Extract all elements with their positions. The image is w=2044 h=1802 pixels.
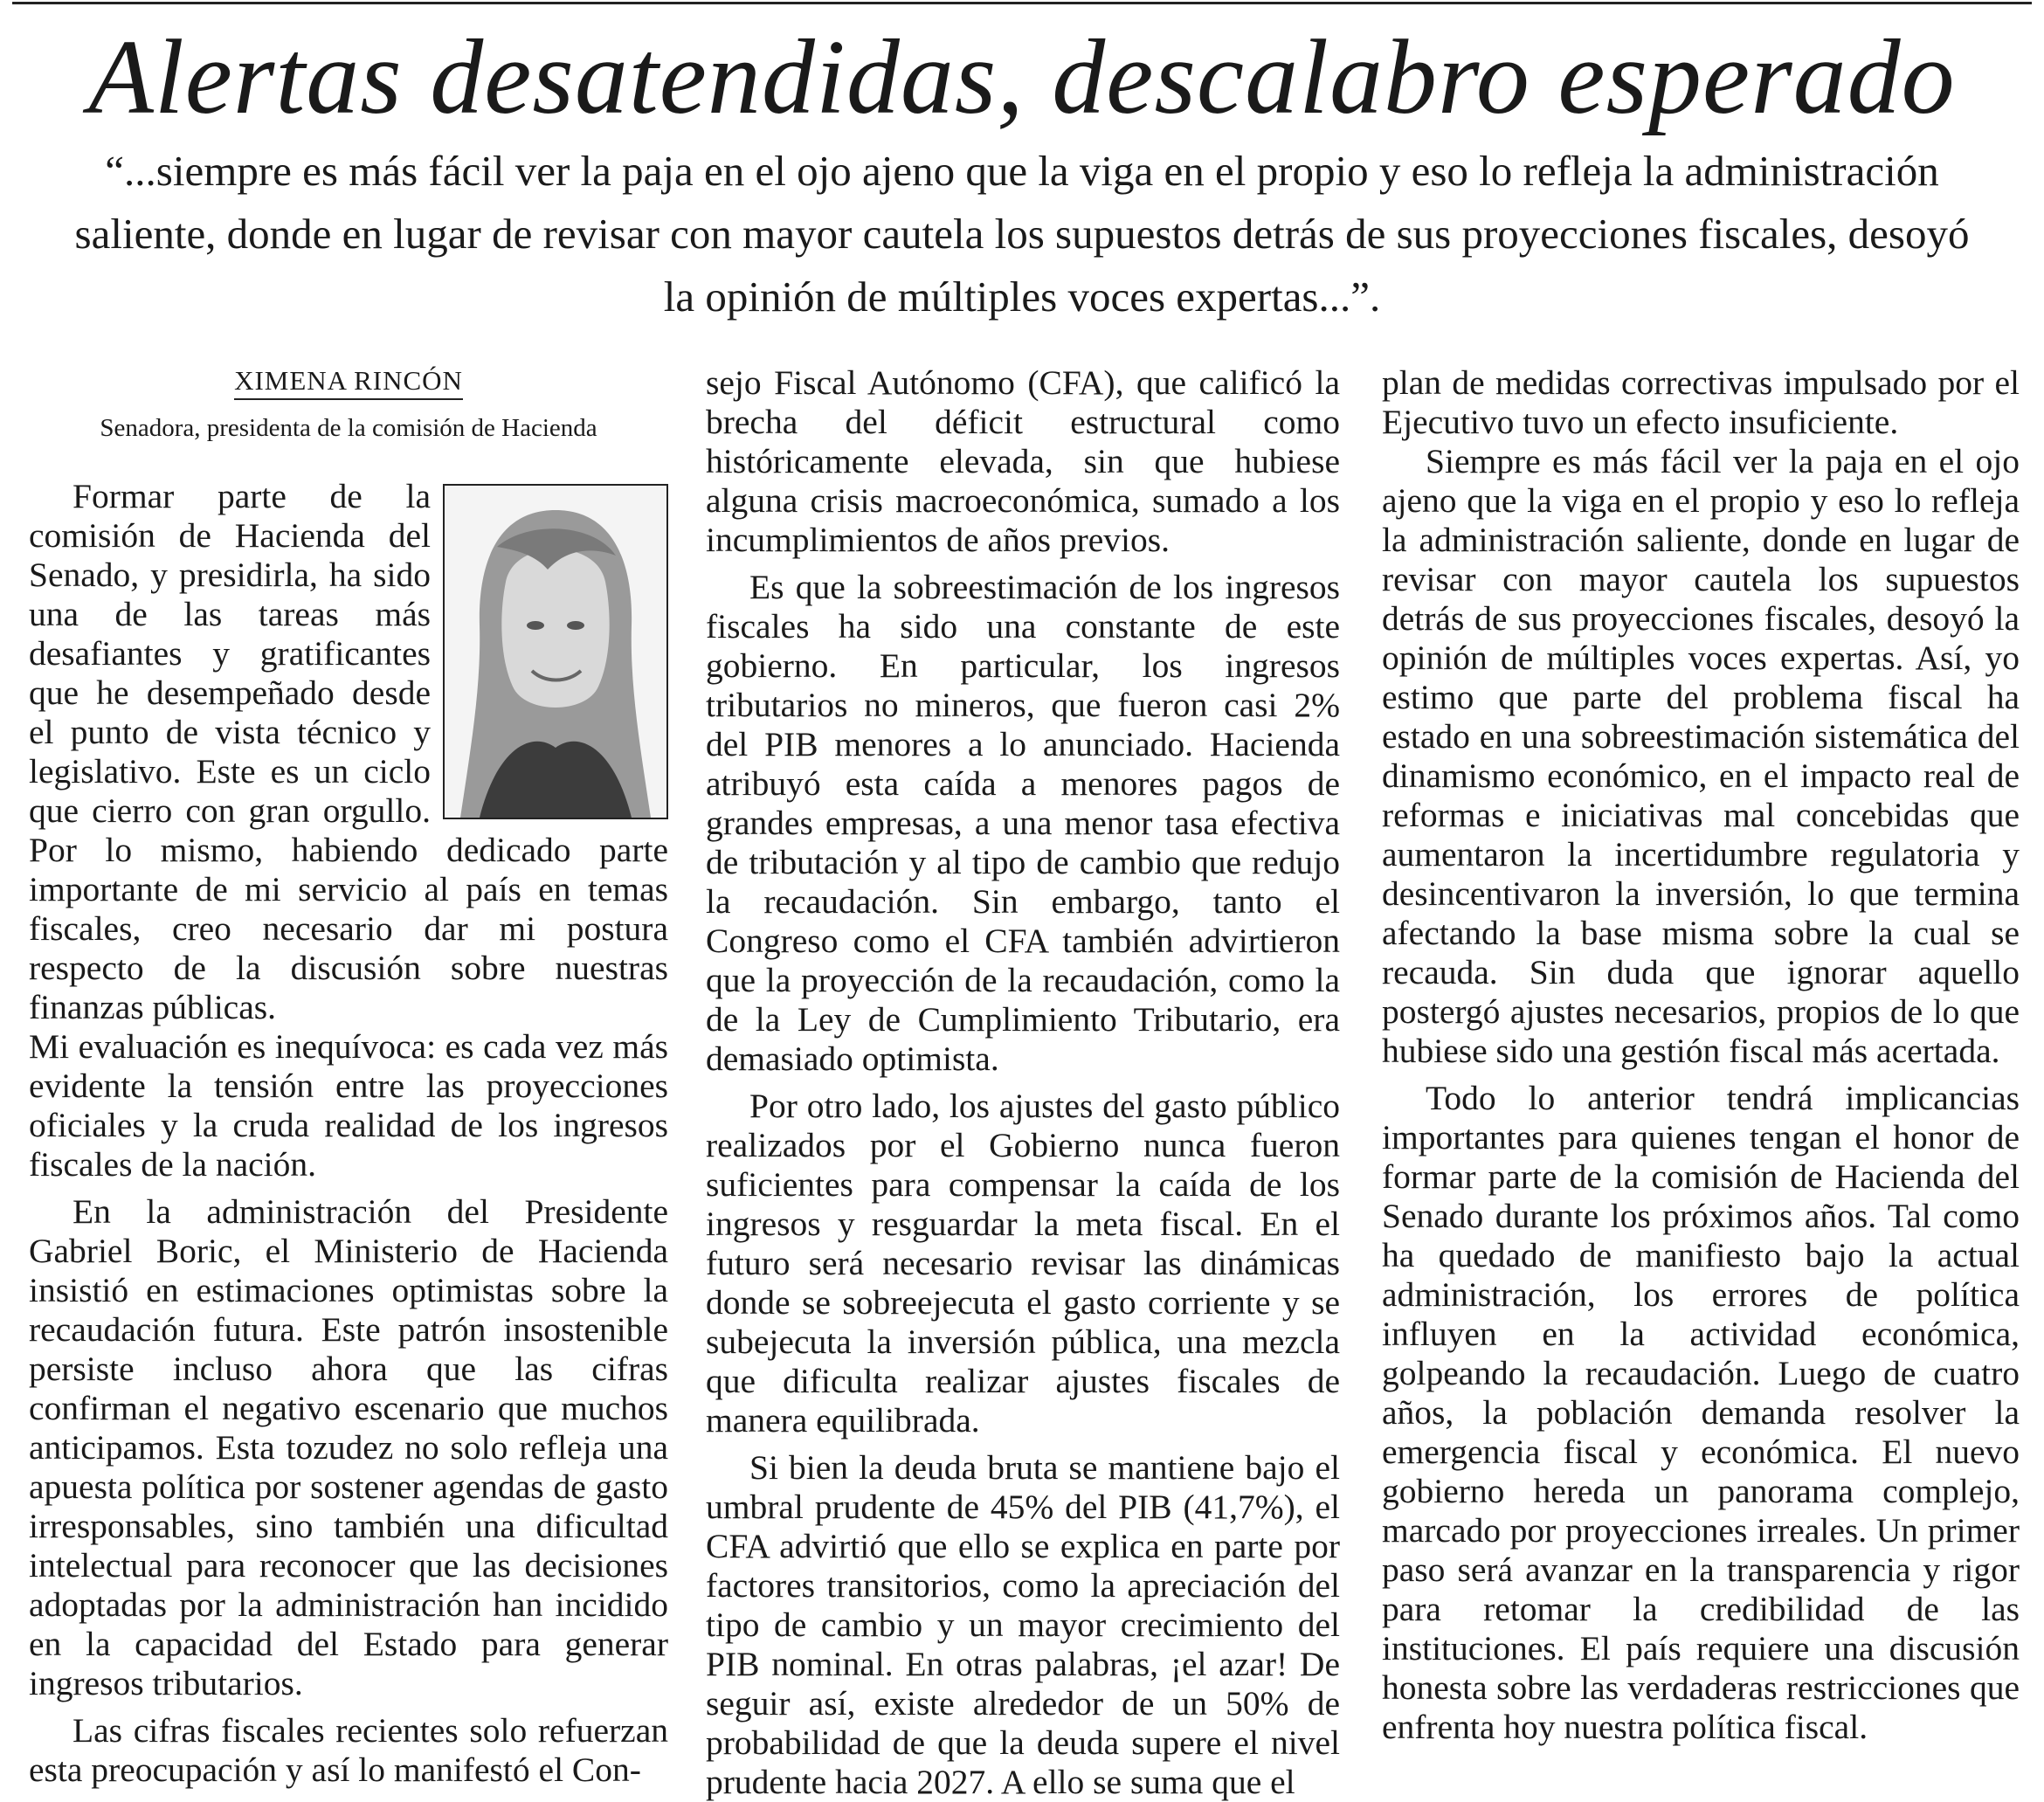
paragraph: En la administración del Presidente Gabriel Boric, el Ministerio de Hacienda insistió en estimaciones optimistas sobre la recaudación futura. Este patrón insostenible persiste incluso ahora que las cifras confirman el negativo escenario que muchos anticipamos. Esta tozudez no solo refleja una apuesta política por sostener agendas de gasto irresponsables, sino también una dificultad intelectual para reconocer que las decisiones adoptadas por la administración han incidido en la capacidad del Estado para generar ingresos tributarios. (29, 1192, 668, 1702)
paragraph: Siempre es más fácil ver la paja en el ojo ajeno que la viga en el propio y eso lo refleja la administración saliente, donde en lugar de revisar con mayor cautela los supuestos detrás de sus proyecciones fiscales, desoyó la opinión de múltiples voces expertas. Así, yo estimo que parte del problema fiscal ha estado en una sobreestimación sistemática del dinamismo económico, en el impacto real de reformas e iniciativas mal concebidas que aumentaron la incertidumbre regulatoria y desincentivaron la inversión, lo que termina afectando la base misma sobre la cual se recauda. Sin duda que ignorar aquello postergó ajustes necesarios, propios de lo que hubiese sido una gestión fiscal más acertada. (1382, 442, 2020, 1070)
headline: Alertas desatendidas, descalabro esperado (88, 18, 1956, 136)
paragraph: Si bien la deuda bruta se mantiene bajo el umbral prudente de 45% del PIB (41,7%), el CFA advirtió que ello se explica en parte por factores transitorios, como la apreciación del tipo de cambio y un mayor crecimiento del PIB nominal. En otras palabras, ¡el azar! De seguir así, existe alrededor de un 50% de probabilidad de que la deuda supere el nivel prudente hacia 2027. A ello se suma que el (706, 1448, 1340, 1801)
paragraph: sejo Fiscal Autónomo (CFA), que calificó la brecha del déficit estructural como históricamente elevada, sin que hubiese alguna crisis macroeconómica, sumado a los incumplimientos de años previos. (706, 363, 1340, 559)
paragraph: Por otro lado, los ajustes del gasto público realizados por el Gobierno nunca fueron suficientes para compensar la caída de los ingresos y resguardar la meta fiscal. En el futuro será necesario revisar las dinámicas donde se sobreejecuta el gasto corriente y se subejecuta la inversión pública, una mezcla que dificulta realizar ajustes fiscales de manera equilibrada. (706, 1087, 1340, 1440)
paragraph: plan de medidas correctivas impulsado por el Ejecutivo tuvo un efecto insuficiente. (1382, 363, 2020, 441)
paragraph: Todo lo anterior tendrá implicancias importantes para quienes tengan el honor de formar parte de la comisión de Hacienda del Senado durante los próximos años. Tal como ha quedado de manifiesto bajo la actual administración, los errores de política influyen en la actividad económica, golpeando la recaudación. Luego de cuatro años, la población demanda resolver la emergencia fiscal y económica. El nuevo gobierno hereda un panorama complejo, marcado por proyecciones irreales. Un primer paso será avanzar en la transparencia y rigor para retomar la credibilidad de las instituciones. El país requiere una discusión honesta sobre las verdaderas restricciones que enfrenta hoy nuestra política fiscal. (1382, 1079, 2020, 1746)
paragraph: Es que la sobreestimación de los ingresos fiscales ha sido una constante de este gobierno. En particular, los ingresos tributarios no mineros, que fueron casi 2% del PIB menores a lo anunciado. Hacienda atribuyó esta caída a menores pagos de grandes empresas, a una menor tasa efectiva de tributación y al tipo de cambio que redujo la recaudación. Sin embargo, tanto el Congreso como el CFA también advirtieron que la proyección de la recaudación, como la de la Ley de Cumplimiento Tributario, era demasiado optimista. (706, 568, 1340, 1078)
paragraph: Mi evaluación es inequívoca: es cada vez más evidente la tensión entre las proyecciones oficiales y la cruda realidad de los ingresos fiscales de la nación. (29, 1027, 668, 1184)
paragraph: Formar parte de la comisión de Hacienda del Senado, y presidirla, ha sido una de las tareas más desafiantes y gratificantes que he desempeñado desde el punto de vista técnico y legislativo. Este es un ciclo que cierro con gran orgullo. Por lo mismo, habiendo dedicado parte importante de mi servicio al país en temas fiscales, creo necesario dar mi postura respecto de la discusión sobre nuestras finanzas públicas. (29, 477, 668, 1026)
article-column-2 (706, 363, 1340, 1802)
paragraph: Las cifras fiscales recientes solo refuerzan esta preocupación y así lo manifestó el Con- (29, 1711, 668, 1789)
author-title: Senadora, presidenta de la comisión de Hacienda (100, 414, 597, 442)
article-column-1 (29, 363, 668, 1790)
article-column-3 (1382, 363, 2020, 1747)
top-rule (12, 2, 2032, 4)
author-byline (29, 363, 668, 398)
pull-quote: “...siempre es más fácil ver la paja en el ojo ajeno que la viga en el propio y eso lo refleja la administración saliente, donde en lugar de revisar con mayor cautela los supuestos detrás de sus proyecciones fiscales, desoyó la opinión de múltiples voces expertas...”. (74, 147, 1970, 321)
author-portrait-photo (443, 484, 668, 819)
author-name: XIMENA RINCÓN (234, 365, 463, 400)
